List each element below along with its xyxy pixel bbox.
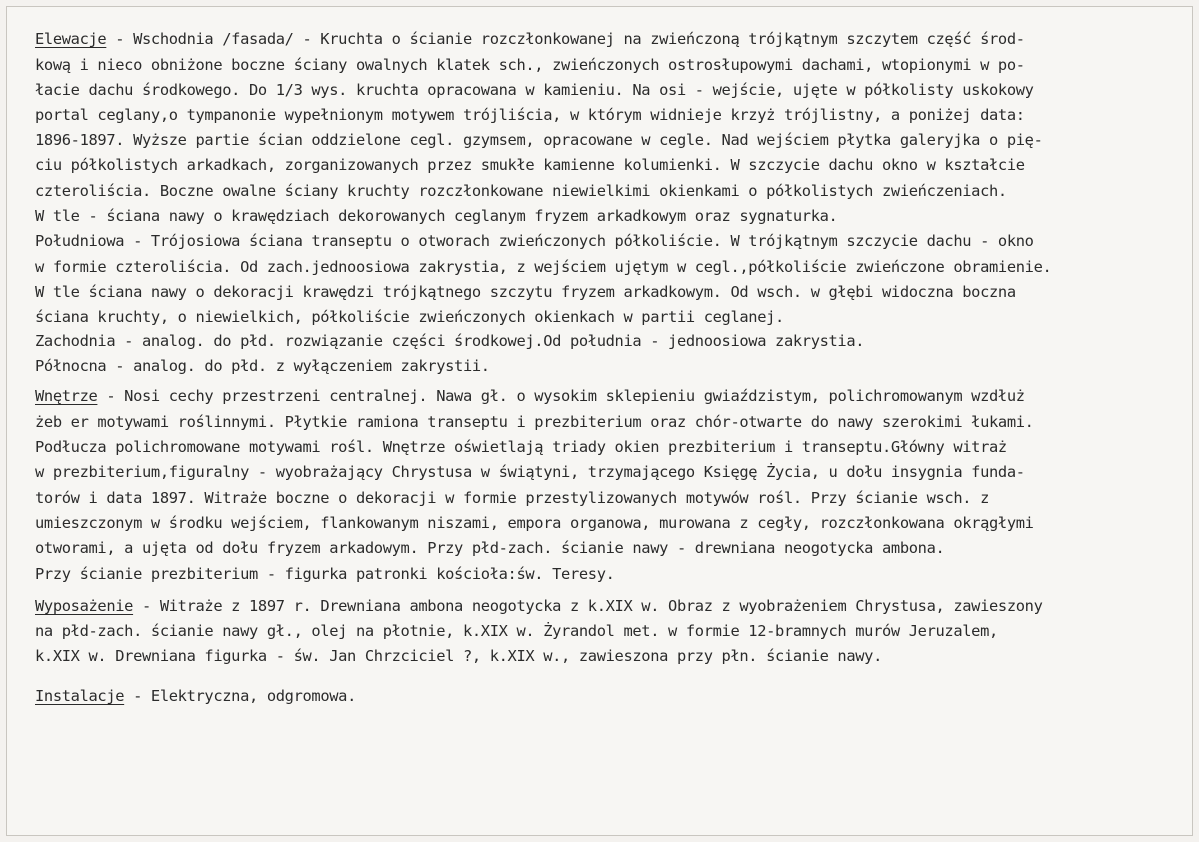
elewacje-line-6: czteroliścia. Boczne owalne ściany kruchty rozczłonkowane niewielkimi okienkami o półkolistych zwieńczeniach. [35, 182, 1007, 200]
wnetrze-heading: Wnętrze [35, 387, 98, 405]
elewacje-line-1: kową i nieco obniżone boczne ściany owalnych klatek sch., zwieńczonych ostrosłupowymi dachami, wtopionymi w po- [35, 56, 1025, 74]
wyposazenie-line-0: Wyposażenie - Witraże z 1897 r. Drewniana ambona neogotycka z k.XIX w. Obraz z wyobrażeniem Chrystusa, zawieszony [35, 597, 1043, 615]
elewacje-line-3: portal ceglany,o tympanonie wypełnionym motywem trójliścia, w którym widnieje krzyż trójlistny, a poniżej data: [35, 106, 1025, 124]
wnetrze-line-3: w prezbiterium,figuralny - wyobrażający Chrystusa w świątyni, trzymającego Księgę Życia, u dołu insygnia funda- [35, 463, 1025, 481]
elewacje-line-10: W tle ściana nawy o dekoracji krawędzi trójkątnego szczytu fryzem arkadkowym. Od wsch. w głębi widoczna boczna [35, 283, 1016, 301]
wyposazenie-line-2: k.XIX w. Drewniana figurka - św. Jan Chrzciciel ?, k.XIX w., zawieszona przy płn. ścianie nawy. [35, 647, 883, 665]
wyposazenie-line-1: na płd-zach. ścianie nawy gł., olej na płotnie, k.XIX w. Żyrandol met. w formie 12-bramnych murów Jeruzalem, [35, 622, 998, 640]
wnetrze-line-7: Przy ścianie prezbiterium - figurka patronki kościoła:św. Teresy. [35, 565, 615, 583]
wnetrze-line-1: żeb er motywami roślinnymi. Płytkie ramiona transeptu i prezbiterium oraz chór-otwarte do nawy szerokimi łukami. [35, 413, 1034, 431]
elewacje-line-4: 1896-1897. Wyższe partie ścian oddzielone cegl. gzymsem, opracowane w cegle. Nad wejściem płytka galeryjka o pię- [35, 131, 1043, 149]
elewacje-line-7: W tle - ściana nawy o krawędziach dekorowanych ceglanym fryzem arkadkowym oraz sygnaturka. [35, 207, 838, 225]
elewacje-line-0: Elewacje - Wschodnia /fasada/ - Kruchta o ścianie rozczłonkowanej na zwieńczoną trójkątnym szczytem część środ- [35, 30, 1025, 48]
wnetrze-line-6: otworami, a ujęta od dołu fryzem arkadowym. Przy płd-zach. ścianie nawy - drewniana neogotycka ambona. [35, 539, 945, 557]
wnetrze-line-2: Podłucza polichromowane motywami rośl. Wnętrze oświetlają triady okien prezbiterium i transeptu.Główny witraż [35, 438, 1007, 456]
elewacje-line-5: ciu półkolistych arkadkach, zorganizowanych przez smukłe kamienne kolumienki. W szczycie dachu okno w kształcie [35, 156, 1025, 174]
elewacje-line-9: w formie czteroliścia. Od zach.jednoosiowa zakrystia, z wejściem ujętym w cegl.,półkoliście zwieńczone obramienie. [35, 258, 1052, 276]
elewacje-heading: Elewacje [35, 30, 107, 48]
elewacje-line-12: Zachodnia - analog. do płd. rozwiązanie części środkowej.Od południa - jednoosiowa zakrystia. [35, 332, 865, 350]
wnetrze-line-0: Wnętrze - Nosi cechy przestrzeni centralnej. Nawa gł. o wysokim sklepieniu gwiaździstym, polichromowanym wzdłuż [35, 387, 1025, 405]
wnetrze-line-5: umieszczonym w środku wejściem, flankowanym niszami, empora organowa, murowana z cegły, rozczłonkowana okrągłymi [35, 514, 1034, 532]
elewacje-line-2: łacie dachu środkowego. Do 1/3 wys. kruchta opracowana w kamieniu. Na osi - wejście, ujęte w półkolisty uskokowy [35, 81, 1034, 99]
wyposazenie-heading: Wyposażenie [35, 597, 134, 615]
elewacje-line-8: Południowa - Trójosiowa ściana transeptu o otworach zwieńczonych półkoliście. W trójkątnym szczycie dachu - okno [35, 232, 1034, 250]
instalacje-line-0: Instalacje - Elektryczna, odgromowa. [35, 687, 356, 705]
instalacje-heading: Instalacje [35, 687, 125, 705]
wnetrze-line-4: torów i data 1897. Witraże boczne o dekoracji w formie przestylizowanych motywów rośl. Przy ścianie wsch. z [35, 489, 990, 507]
elewacje-line-13: Północna - analog. do płd. z wyłączeniem zakrystii. [35, 357, 490, 375]
elewacje-line-11: ściana kruchty, o niewielkich, półkoliście zwieńczonych okienkach w partii ceglanej. [35, 308, 784, 326]
